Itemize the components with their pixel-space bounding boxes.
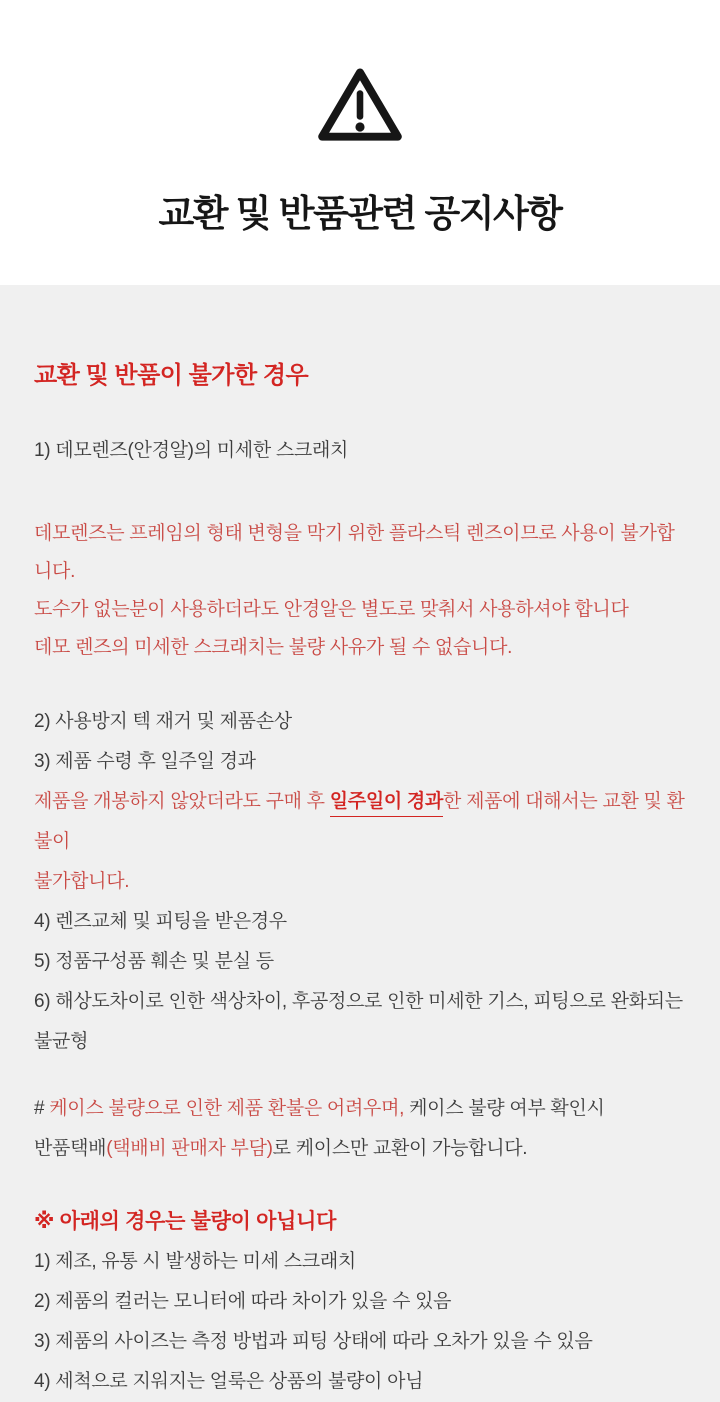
case-note-line-1 bbox=[34, 1089, 686, 1129]
week-note-line-2: 불가합니다. bbox=[34, 871, 130, 892]
list-item-6: 6) 해상도차이로 인한 색상차이, 후공정으로 인한 미세한 기스, 피팅으로 완화되는 불균형 bbox=[34, 991, 683, 1052]
list-item-1: 1) 데모렌즈(안경알)의 미세한 스크래치 bbox=[34, 440, 349, 461]
week-note-line-1 bbox=[34, 782, 686, 862]
case-note-red-2: (택배비 판매자 부담) bbox=[106, 1138, 273, 1159]
case-note-line-2 bbox=[34, 1129, 686, 1169]
not-defect-item-4: 4) 세척으로 지워지는 얼룩은 상품의 불량이 아님 bbox=[34, 1371, 424, 1392]
case-note-rest-2: 로 케이스만 교환이 가능합니다. bbox=[272, 1138, 528, 1159]
demo-lens-note-line-2: 도수가 없는분이 사용하더라도 안경알은 별도로 맞춰서 사용하셔야 합니다 bbox=[34, 599, 629, 620]
warning-triangle-icon bbox=[316, 66, 404, 144]
not-defect-item-2: 2) 제품의 컬러는 모니터에 따라 차이가 있을 수 있음 bbox=[34, 1291, 452, 1312]
notice-header bbox=[0, 0, 720, 285]
demo-lens-note bbox=[34, 515, 686, 667]
list-item-4: 4) 렌즈교체 및 피팅을 받은경우 bbox=[34, 911, 287, 932]
list-item-2: 2) 사용방지 텍 재거 및 제품손상 bbox=[34, 711, 292, 732]
list-item-3: 3) 제품 수령 후 일주일 경과 bbox=[34, 751, 256, 772]
case-note-hash: # bbox=[34, 1098, 50, 1119]
section-heading-no-exchange: 교환 및 반품이 불가한 경우 bbox=[34, 362, 309, 389]
notice-title: 교환 및 반품관련 공지사항 bbox=[158, 193, 562, 234]
demo-lens-note-line-3: 데모 렌즈의 미세한 스크래치는 불량 사유가 될 수 없습니다. bbox=[34, 637, 513, 658]
week-note-highlight: 일주일이 경과 bbox=[330, 791, 443, 817]
week-note-post: 한 제품에 대해서는 교환 및 환불이 bbox=[34, 791, 685, 852]
not-defect-item-3: 3) 제품의 사이즈는 측정 방법과 피팅 상태에 따라 오차가 있을 수 있음 bbox=[34, 1331, 593, 1352]
case-note-start-2: 반품택배 bbox=[34, 1138, 107, 1159]
case-note-rest-1: 케이스 불량 여부 확인시 bbox=[404, 1098, 605, 1119]
list-item-5: 5) 정품구성품 훼손 및 분실 등 bbox=[34, 951, 274, 972]
not-defect-item-1: 1) 제조, 유통 시 발생하는 미세 스크래치 bbox=[34, 1251, 356, 1272]
demo-lens-note-line-1: 데모렌즈는 프레임의 형태 변형을 막기 위한 플라스틱 렌즈이므로 사용이 불가합니다. bbox=[34, 523, 675, 582]
case-note-red-1: 케이스 불량으로 인한 제품 환불은 어려우며, bbox=[49, 1098, 405, 1119]
section-heading-not-defect: ※ 아래의 경우는 불량이 아닙니다 bbox=[34, 1210, 337, 1233]
week-note-pre: 제품을 개봉하지 않았더라도 구매 후 bbox=[34, 791, 330, 812]
notice-body bbox=[0, 285, 720, 1402]
